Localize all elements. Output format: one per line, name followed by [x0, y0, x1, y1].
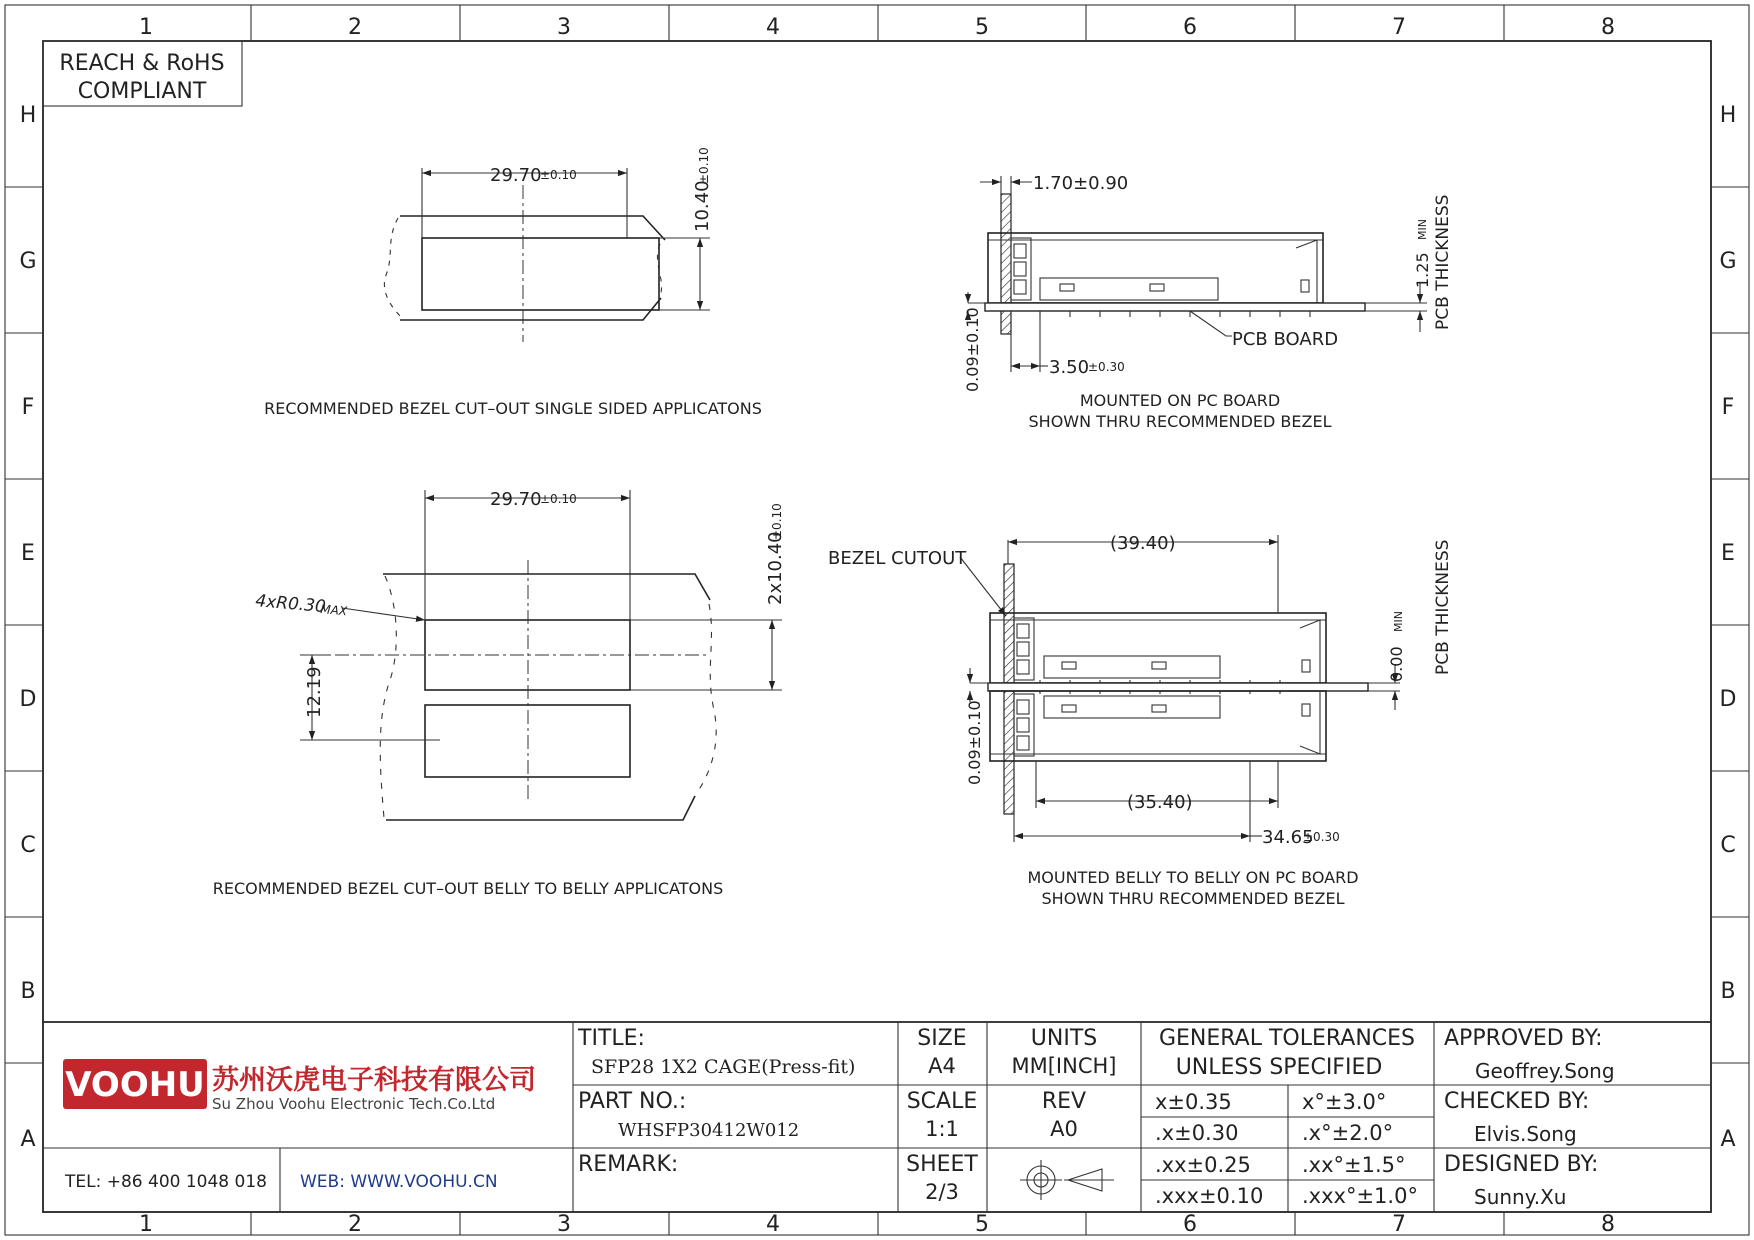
part-label: PART NO.: — [578, 1089, 687, 1114]
tol-header-2: UNLESS SPECIFIED — [1175, 1055, 1383, 1080]
logo-text: VOOHU — [65, 1065, 205, 1105]
tol-angular: .xxx°±1.0° — [1302, 1184, 1418, 1208]
col-label: 7 — [1392, 1212, 1406, 1237]
radius-note: 4xR0.30 — [254, 591, 327, 618]
sheet-label: SHEET — [906, 1152, 978, 1177]
dim-bottom: 34.65 — [1262, 827, 1314, 848]
pcb-min-suffix: MIN — [1416, 219, 1429, 240]
designed-value: Sunny.Xu — [1474, 1185, 1567, 1209]
col-label: 5 — [975, 1212, 989, 1237]
company-en: Su Zhou Voohu Electronic Tech.Co.Ltd — [212, 1095, 496, 1113]
dim-top: 1.70±0.90 — [1033, 173, 1129, 194]
part-value: WHSFP30412W012 — [618, 1120, 800, 1141]
row-label: H — [1719, 103, 1737, 128]
scale-value: 1:1 — [925, 1117, 959, 1141]
units-value: MM[INCH] — [1011, 1054, 1117, 1078]
title-label: TITLE: — [578, 1026, 645, 1051]
row-label: B — [20, 979, 36, 1004]
dim-height-tol: ±0.10 — [697, 147, 711, 184]
col-label: 6 — [1183, 1212, 1197, 1237]
dim-bottom-tol: ±0.30 — [1088, 360, 1125, 374]
col-label: 8 — [1601, 15, 1615, 40]
dim-side: 0.09±0.10 — [963, 307, 982, 392]
col-label: 1 — [139, 15, 153, 40]
col-label: 5 — [975, 15, 989, 40]
web: WEB: WWW.VOOHU.CN — [300, 1172, 498, 1192]
tel: TEL: +86 400 1048 018 — [65, 1172, 267, 1192]
pcb-min: 0.00 — [1387, 646, 1406, 682]
pcb-board — [988, 683, 1368, 691]
row-label: D — [1719, 687, 1737, 712]
title-block — [43, 1022, 1711, 1212]
row-label: D — [19, 687, 37, 712]
view-belly-cutout — [213, 489, 786, 898]
caption-single-mounted-2: SHOWN THRU RECOMMENDED BEZEL — [1028, 412, 1332, 431]
projection-symbol-icon — [1020, 1160, 1114, 1200]
cutout-rect — [422, 238, 659, 310]
caption-belly-cutout: RECOMMENDED BEZEL CUT–OUT BELLY TO BELLY APPLICATONS — [212, 879, 724, 898]
radius-suffix: MAX — [319, 602, 348, 619]
dim-height-tol: ±0.10 — [770, 503, 784, 540]
pcb-thickness-label: PCB THICKNESS — [1433, 194, 1453, 330]
compliance-box — [43, 41, 242, 106]
pcb-min-suffix: MIN — [1392, 611, 1405, 632]
dim-side: 0.09±0.10 — [965, 700, 984, 785]
remark-label: REMARK: — [578, 1152, 679, 1177]
dim-height: 2x10.40 — [765, 531, 786, 605]
row-label: A — [1720, 1127, 1736, 1152]
row-label: A — [20, 1127, 36, 1152]
col-label: 4 — [766, 15, 780, 40]
row-label: G — [19, 249, 37, 274]
view-single-mounted — [963, 173, 1453, 431]
dim-mid: (35.40) — [1127, 792, 1193, 813]
title-value: SFP28 1X2 CAGE(Press-fit) — [591, 1056, 856, 1078]
compliance-line-1: REACH & RoHS — [59, 51, 225, 76]
dim-height: 10.40 — [692, 180, 713, 232]
row-label: C — [20, 833, 36, 858]
approved-value: Geoffrey.Song — [1475, 1059, 1615, 1083]
pcb-board-label: PCB BOARD — [1232, 329, 1339, 350]
tol-header-1: GENERAL TOLERANCES — [1158, 1026, 1416, 1051]
designed-label: DESIGNED BY: — [1444, 1152, 1599, 1177]
row-label: E — [21, 541, 35, 566]
col-label: 7 — [1392, 15, 1406, 40]
dim-top: (39.40) — [1110, 533, 1176, 554]
bezel-cutout-label: BEZEL CUTOUT — [828, 548, 967, 569]
dim-bottom-tol: ±0.30 — [1303, 830, 1340, 844]
caption-belly-mounted-2: SHOWN THRU RECOMMENDED BEZEL — [1041, 889, 1345, 908]
tol-angular: .xx°±1.5° — [1302, 1153, 1406, 1177]
scale-label: SCALE — [906, 1089, 978, 1114]
col-label: 1 — [139, 1212, 153, 1237]
tol-angular: .x°±2.0° — [1302, 1121, 1394, 1145]
col-label: 4 — [766, 1212, 780, 1237]
tol-angular: x°±3.0° — [1302, 1090, 1387, 1114]
caption-belly-mounted-1: MOUNTED BELLY TO BELLY ON PC BOARD — [1027, 868, 1359, 887]
caption-single-mounted-1: MOUNTED ON PC BOARD — [1079, 391, 1281, 410]
column-labels-top — [139, 15, 1615, 40]
col-label: 2 — [348, 1212, 362, 1237]
col-label: 3 — [557, 1212, 571, 1237]
approved-label: APPROVED BY: — [1444, 1026, 1603, 1051]
tol-linear: .xx±0.25 — [1155, 1153, 1251, 1177]
row-label: G — [1719, 249, 1737, 274]
col-label: 2 — [348, 15, 362, 40]
dim-bottom: 3.50 — [1049, 357, 1090, 378]
row-label: H — [19, 103, 37, 128]
size-value: A4 — [928, 1054, 956, 1078]
rev-label: REV — [1041, 1089, 1087, 1114]
pcb-board — [985, 303, 1365, 311]
row-label: B — [1720, 979, 1736, 1004]
units-label: UNITS — [1030, 1026, 1098, 1051]
pcb-thickness-label: PCB THICKNESS — [1433, 539, 1453, 675]
view-belly-mounted — [828, 533, 1453, 908]
caption-single-cutout: RECOMMENDED BEZEL CUT–OUT SINGLE SIDED APPLICATONS — [264, 399, 762, 418]
dim-width: 29.70 — [490, 489, 542, 510]
row-label: F — [21, 395, 35, 420]
column-labels-bottom — [139, 1212, 1615, 1237]
checked-label: CHECKED BY: — [1444, 1089, 1590, 1114]
dim-width: 29.70 — [490, 165, 542, 186]
dim-width-tol: ±0.10 — [540, 168, 577, 182]
sheet-value: 2/3 — [925, 1180, 959, 1204]
row-label: F — [1721, 395, 1735, 420]
checked-value: Elvis.Song — [1474, 1122, 1577, 1146]
rev-value: A0 — [1050, 1117, 1078, 1141]
col-label: 8 — [1601, 1212, 1615, 1237]
col-label: 3 — [557, 15, 571, 40]
tol-linear: .x±0.30 — [1155, 1121, 1239, 1145]
row-label: C — [1720, 833, 1736, 858]
row-labels-right — [1719, 103, 1736, 1152]
col-label: 6 — [1183, 15, 1197, 40]
compliance-line-2: COMPLIANT — [77, 79, 207, 104]
dim-pitch: 12.19 — [304, 666, 325, 718]
view-single-cutout — [264, 147, 762, 418]
row-label: E — [1721, 541, 1735, 566]
company-cn: 苏州沃虎电子科技有限公司 — [212, 1065, 536, 1096]
tol-linear: .xxx±0.10 — [1155, 1184, 1264, 1208]
pcb-min: 1.25 — [1413, 252, 1432, 288]
size-label: SIZE — [917, 1026, 967, 1051]
row-labels-left — [19, 103, 36, 1152]
dim-width-tol: ±0.10 — [540, 492, 577, 506]
tol-linear: x±0.35 — [1155, 1090, 1232, 1114]
